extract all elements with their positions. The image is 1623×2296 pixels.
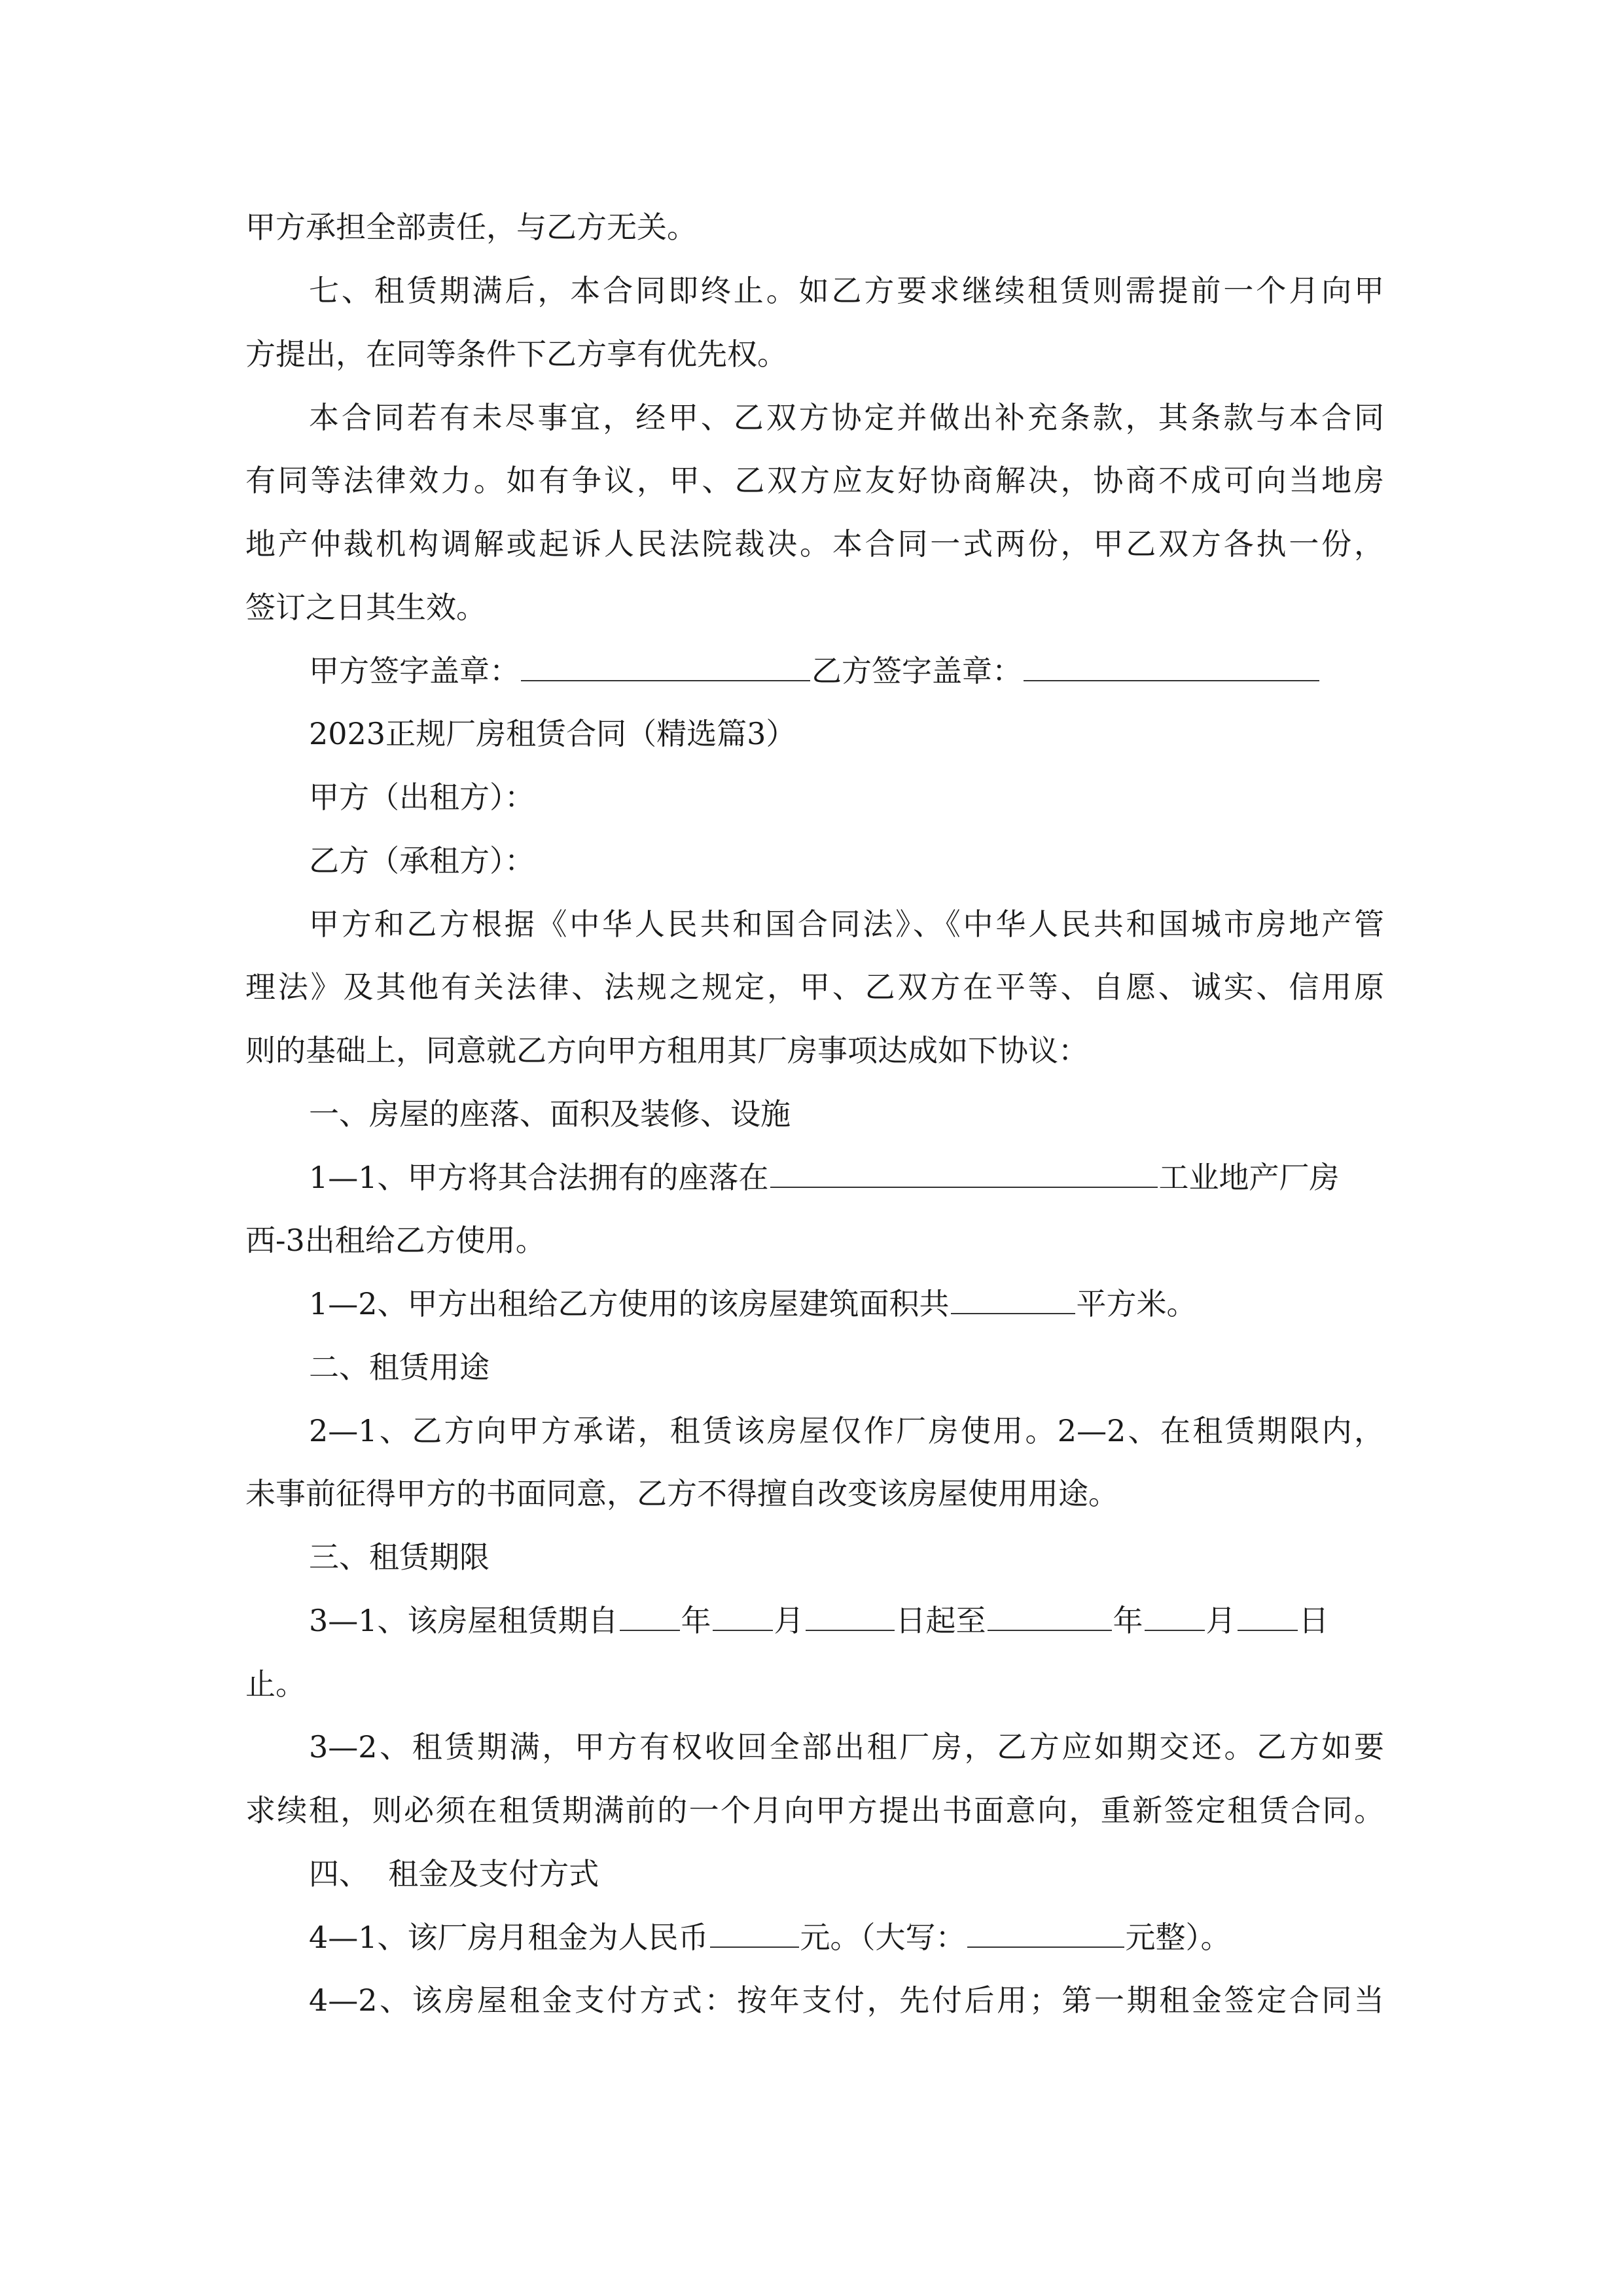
text-span: 甲方和乙方根据《中华人民共和国合同法》、《中华人民共和国城市房地产管 (309, 906, 1384, 942)
paragraph-line (245, 454, 1384, 507)
clause-4-2-line (309, 1974, 1384, 2026)
paragraph-line (245, 581, 1384, 634)
text-span: 1—1、甲方将其合法拥有的座落在 (309, 1160, 769, 1195)
text-span: 理法》及其他有关法律、法规之规定，甲、乙双方在平等、自愿、诚实、信用原 (245, 969, 1384, 1005)
start-month-blank (713, 1596, 773, 1631)
clause-2-line-1 (309, 1405, 1384, 1457)
clause-3-2-line-1 (309, 1721, 1384, 1773)
paragraph-line (245, 961, 1384, 1013)
signature-line (309, 645, 1384, 697)
paragraph-line (245, 518, 1384, 570)
end-day-blank (1238, 1596, 1298, 1631)
heading-section-1 (309, 1088, 1384, 1140)
text-span: 日起至 (895, 1603, 986, 1638)
text-span: 年 (681, 1603, 711, 1638)
text-span: 本合同若有未尽事宜，经甲、乙双方协定并做出补充条款，其条款与本合同 (309, 400, 1384, 435)
paragraph-line (245, 1024, 1384, 1077)
text-span: 三、租赁期限 (309, 1539, 490, 1575)
text-span: 四、 租金及支付方式 (309, 1856, 599, 1892)
paragraph-line (309, 391, 1384, 444)
end-year-blank (988, 1596, 1112, 1631)
start-year-blank (620, 1596, 680, 1631)
text-span: 七、租赁期满后，本合同即终止。如乙方要求继续租赁则需提前一个月向甲 (309, 273, 1384, 308)
text-span: 未事前征得甲方的书面同意，乙方不得擅自改变该房屋使用用途。 (245, 1476, 1118, 1511)
clause-1-1-line-1 (309, 1151, 1384, 1204)
clause-7-line-2 (245, 328, 1384, 380)
clause-3-1-line-2 (245, 1658, 1384, 1710)
text-span: 年 (1113, 1603, 1143, 1638)
text-span: 工业地产厂房 (1158, 1160, 1340, 1195)
party-a-line (309, 771, 1384, 823)
text-span: 一、房屋的座落、面积及装修、设施 (309, 1096, 791, 1132)
heading-section-4 (309, 1848, 1384, 1900)
clause-1-2-line (309, 1278, 1384, 1330)
clause-4-1-line (309, 1911, 1384, 1964)
text-span: 求续租，则必须在租赁期满前的一个月向甲方提出书面意向，重新签定租赁合同。 (245, 1793, 1384, 1828)
text-span: 3—1、该房屋租赁期自 (309, 1603, 618, 1638)
start-day-blank (806, 1596, 895, 1631)
party-a-signature-blank (521, 646, 810, 681)
text-span: 月 (774, 1603, 804, 1638)
text-span: 4—2、该房屋租金支付方式：按年支付，先付后用；第一期租金签定合同当 (309, 1982, 1384, 2018)
heading-section-2 (309, 1341, 1384, 1393)
text-span: 有同等法律效力。如有争议，甲、乙双方应友好协商解决，协商不成可向当地房 (245, 463, 1384, 498)
text-span: 2—1、乙方向甲方承诺，租赁该房屋仅作厂房使用。2—2、在租赁期限内， (309, 1413, 1384, 1448)
text-span: 日 (1298, 1603, 1329, 1638)
text-span: 3—2、租赁期满，甲方有权收回全部出租厂房，乙方应如期交还。乙方如要 (309, 1729, 1384, 1765)
text-span: 二、租赁用途 (309, 1350, 490, 1385)
text-span: 月 (1205, 1603, 1236, 1638)
rent-amount-words-blank (967, 1912, 1124, 1948)
text-span: 乙方（承租方）： (309, 843, 535, 878)
clause-7-line-1 (309, 264, 1384, 317)
text-span: 方提出，在同等条件下乙方享有优先权。 (245, 336, 787, 372)
text-span: 止。 (245, 1666, 306, 1702)
text-span: 1—2、甲方出租给乙方使用的该房屋建筑面积共 (309, 1286, 950, 1321)
text-span: 甲方承担全部责任，与乙方无关。 (245, 209, 697, 245)
text-span: 地产仲裁机构调解或起诉人民法院裁决。本合同一式两份，甲乙双方各执一份， (245, 526, 1384, 562)
text-span: 元整）。 (1125, 1920, 1231, 1955)
text-span: 4—1、该厂房月租金为人民币 (309, 1920, 709, 1955)
section-title (309, 708, 1384, 760)
text-span: 签订之日其生效。 (245, 590, 486, 625)
text-span: 平方米。 (1076, 1286, 1197, 1321)
text-span: 西-3出租给乙方使用。 (245, 1223, 546, 1258)
end-month-blank (1145, 1596, 1205, 1631)
text-span: 元。（大写： (800, 1920, 966, 1955)
rent-amount-blank (710, 1912, 799, 1948)
heading-section-3 (309, 1531, 1384, 1583)
party-a-signature-label: 甲方签字盖章： (309, 653, 520, 689)
text-span: 甲方（出租方）： (309, 780, 535, 815)
clause-3-1-line-1 (309, 1594, 1384, 1647)
location-blank (770, 1153, 1158, 1188)
area-blank (951, 1279, 1075, 1314)
party-b-line (309, 834, 1384, 887)
party-b-signature-blank (1024, 646, 1319, 681)
clause-2-line-2 (245, 1467, 1384, 1520)
text-span: 则的基础上，同意就乙方向甲方租用其厂房事项达成如下协议： (245, 1033, 1088, 1068)
party-b-signature-label: 乙方签字盖章： (812, 653, 1022, 689)
text-span: 2023正规厂房租赁合同（精选篇3） (309, 716, 796, 751)
clause-1-1-line-2 (245, 1214, 1384, 1266)
paragraph-line (309, 898, 1384, 950)
text-line (245, 201, 1384, 253)
clause-3-2-line-2 (245, 1784, 1384, 1837)
